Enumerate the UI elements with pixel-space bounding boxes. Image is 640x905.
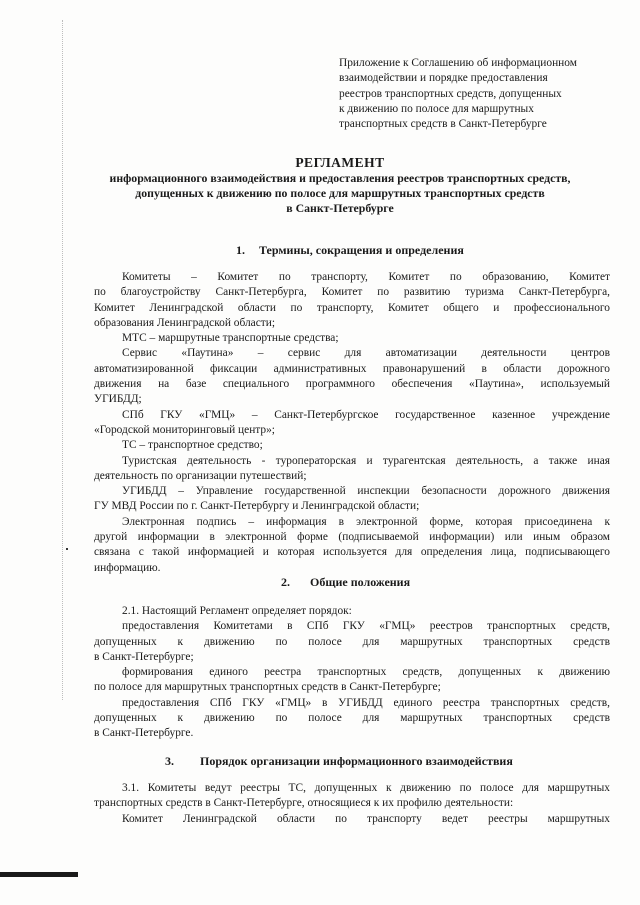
paragraph-line: в Санкт-Петербурге. <box>94 727 194 740</box>
section-1-body <box>94 270 610 576</box>
paragraph-line: МТС – маршрутные транспортные средства; <box>122 332 339 345</box>
paragraph-line: деятельность по организации путешествий; <box>94 469 307 482</box>
paragraph-line: автоматизированной фиксации административных правонарушений в области дорожного <box>94 362 610 375</box>
annex-line: реестров транспортных средств, допущенных <box>339 87 562 100</box>
paragraph-line: по полосе для маршрутных транспортных средств в Санкт-Петербурге; <box>94 681 441 694</box>
paragraph-line: Электронная подпись – информация в электронной форме, которая присоединена к <box>122 515 610 528</box>
annex-line: Приложение к Соглашению об информационном <box>339 57 577 69</box>
title-line: в Санкт-Петербурге <box>286 201 394 215</box>
paragraph-line: УГИБДД; <box>94 393 142 406</box>
paragraph-line: другой информации в электронной форме (подписываемой информации) или иным образом <box>94 531 610 544</box>
title-line: информационного взаимодействия и предоставления реестров транспортных средств, <box>109 171 571 185</box>
scan-edge-artifact <box>62 20 64 700</box>
paragraph-line: УГИБДД – Управление государственной инспекции безопасности дорожного движения <box>122 485 610 498</box>
title-line: допущенных к движению по полосе для маршрутных транспортных средств <box>135 186 545 200</box>
paragraph-line: допущенных к движению по полосе для маршрутных транспортных средств <box>94 712 610 725</box>
paragraph-line: ГУ МВД России по г. Санкт-Петербургу и Ленинградской области; <box>94 500 420 513</box>
paragraph-line: Комитеты – Комитет по транспорту, Комитет по образованию, Комитет <box>122 271 610 283</box>
paragraph-line: ТС – транспортное средство; <box>122 439 263 452</box>
paragraph-line: образования Ленинградской области; <box>94 316 276 329</box>
paragraph-line: СПб ГКУ «ГМЦ» – Санкт-Петербургское государственное казенное учреждение <box>122 408 610 421</box>
annex-line: к движению по полосе для маршрутных <box>339 102 534 115</box>
paragraph-line: движения на базе специального программного обеспечения «Паутина», используемый <box>94 378 610 391</box>
document-title <box>70 155 610 216</box>
paragraph-line: формирования единого реестра транспортных средств, допущенных к движению <box>122 666 610 679</box>
section-title: Порядок организации информационного взаимодействия <box>200 754 513 768</box>
section-title: Общие положения <box>310 575 411 589</box>
paragraph-line: в Санкт-Петербурге; <box>94 650 194 663</box>
paragraph-line: Туристская деятельность - туроператорская и турагентская деятельность, а также иная <box>122 454 610 467</box>
scan-dot-artifact <box>66 548 68 550</box>
annex-line: взаимодействии и порядке предоставления <box>339 72 548 85</box>
paragraph-line: информацию. <box>94 561 161 574</box>
paragraph-line: Комитет Ленинградской области по транспорту, Комитет общего и профессионального <box>94 301 610 314</box>
annex-note <box>339 56 619 132</box>
paragraph-line: допущенных к движению по полосе для маршрутных транспортных средств <box>94 635 610 648</box>
section-2-heading <box>281 575 410 590</box>
section-3-body <box>94 781 610 827</box>
paragraph-line: 3.1. Комитеты ведут реестры ТС, допущенных к движению по полосе для маршрутных <box>122 782 610 794</box>
paragraph-line: транспортных средств в Санкт-Петербурге, относящиеся к их профилю деятельности: <box>94 797 514 810</box>
paragraph-line: «Городской мониторинговый центр»; <box>94 423 275 436</box>
paragraph-line: Комитет Ленинградской области по транспорту ведет реестры маршрутных <box>122 812 610 825</box>
paragraph-line: 2.1. Настоящий Регламент определяет порядок: <box>122 605 352 617</box>
section-1-heading <box>236 243 464 258</box>
section-title: Термины, сокращения и определения <box>259 243 464 257</box>
paragraph-line: Сервис «Паутина» – сервис для автоматизации деятельности центров <box>122 347 610 360</box>
paragraph-line: по благоустройству Санкт-Петербурга, Комитет по развитию туризма Санкт-Петербурга, <box>94 286 610 299</box>
section-2-body <box>94 604 610 742</box>
paragraph-line: предоставления Комитетами в СПб ГКУ «ГМЦ» реестров транспортных средств, <box>122 620 610 633</box>
title-main: РЕГЛАМЕНТ <box>295 155 385 170</box>
annex-line: транспортных средств в Санкт-Петербурге <box>339 118 547 131</box>
section-number: 1. <box>236 243 245 257</box>
paragraph-line: предоставления СПб ГКУ «ГМЦ» в УГИБДД единого реестра транспортных средств, <box>122 696 610 709</box>
section-3-heading <box>165 754 513 769</box>
section-number: 3. <box>165 754 174 768</box>
scan-bar-artifact <box>0 872 78 877</box>
section-number: 2. <box>281 575 290 589</box>
paragraph-line: связана с такой информацией и которая используется для определения лица, подписывающего <box>94 546 610 559</box>
